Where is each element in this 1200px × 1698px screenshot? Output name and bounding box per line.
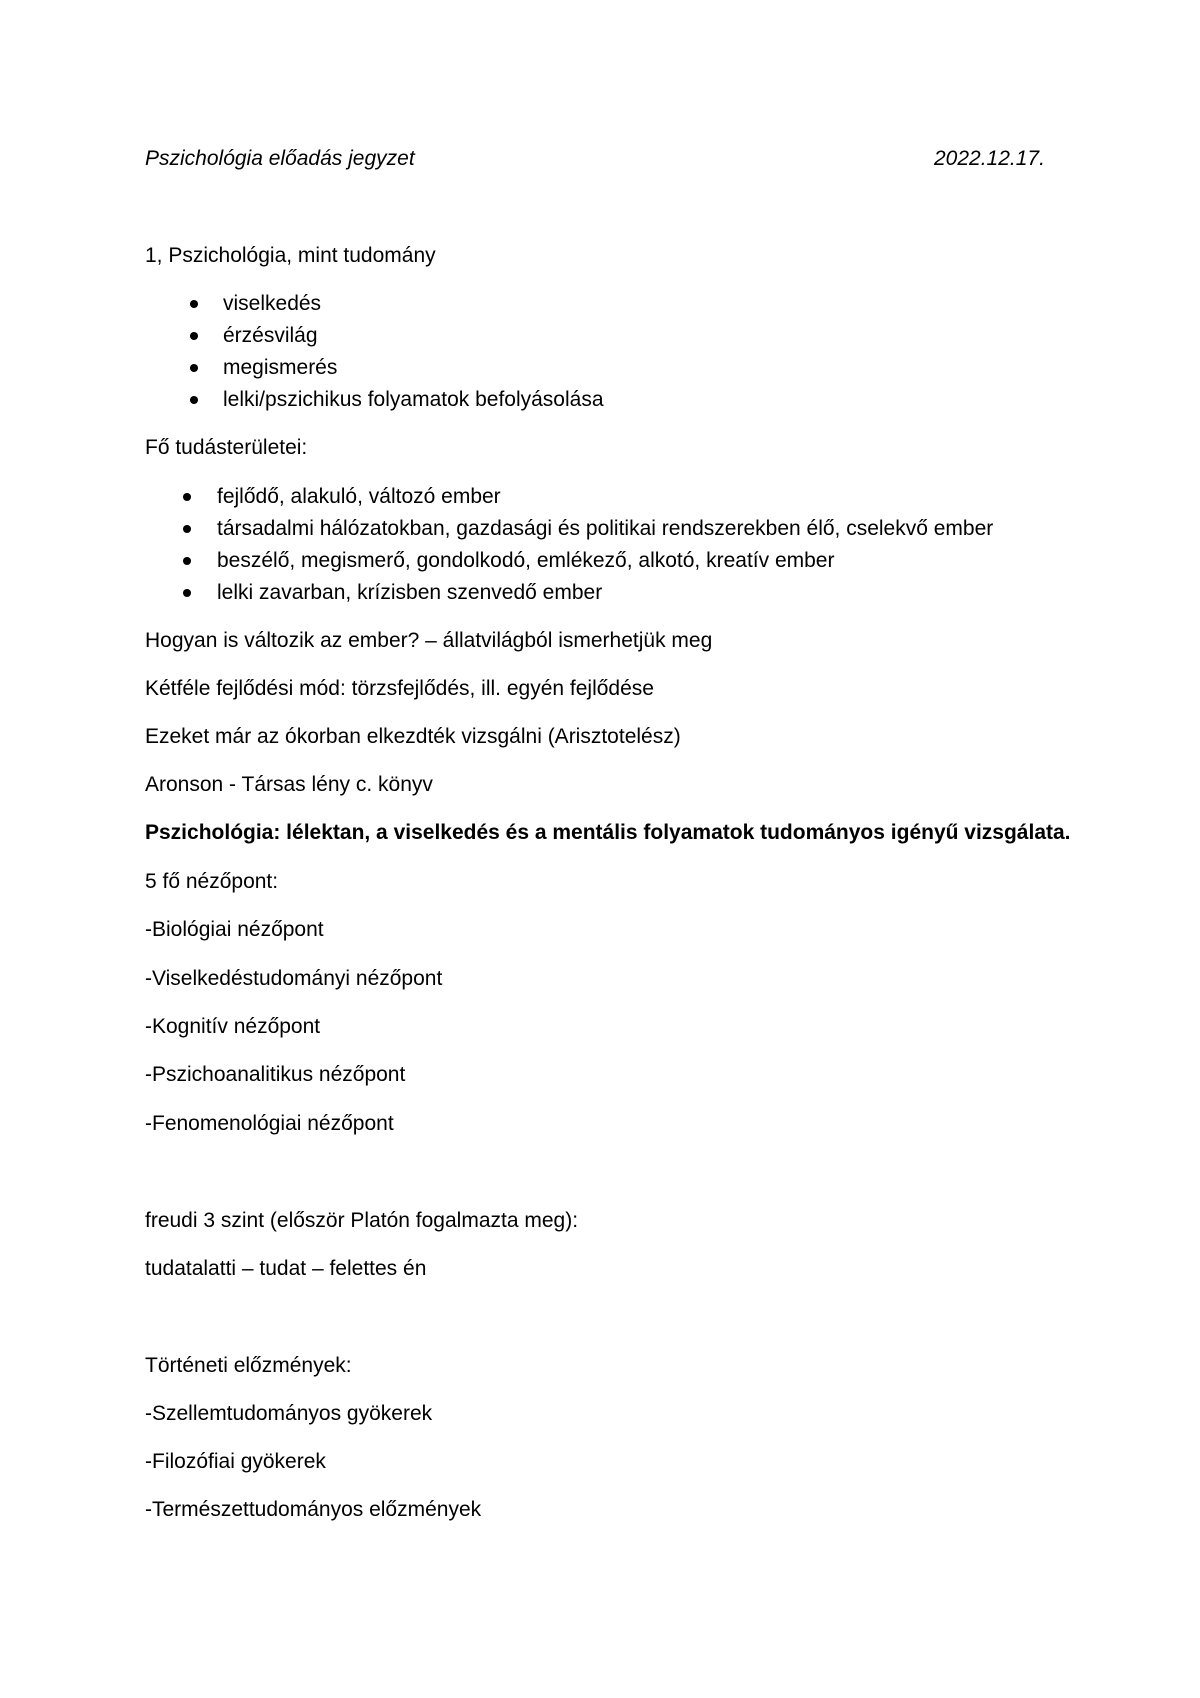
bullet-icon (190, 364, 198, 372)
bullet-icon (183, 525, 191, 533)
history-item: -Filozófiai gyökerek (145, 1450, 326, 1473)
viewpoint-item: -Kognitív nézőpont (145, 1015, 321, 1038)
history-heading: Történeti előzmények: (145, 1354, 352, 1377)
bullet-icon (190, 396, 198, 404)
paragraph-antiquity: Ezeket már az ókorban elkezdték vizsgálni (Arisztotelész) (145, 725, 681, 748)
freud-levels: tudatalatti – tudat – felettes én (145, 1257, 427, 1280)
bullet-icon (183, 557, 191, 565)
viewpoint-item: -Pszichoanalitikus nézőpont (145, 1063, 406, 1086)
paragraph-change: Hogyan is változik az ember? – állatvilágból ismerhetjük meg (145, 629, 713, 652)
document-title: Pszichológia előadás jegyzet (145, 147, 415, 170)
document-date: 2022.12.17. (934, 147, 1045, 170)
viewpoints-heading: 5 fő nézőpont: (145, 870, 279, 893)
viewpoint-item: -Viselkedéstudományi nézőpont (145, 967, 443, 990)
viewpoint-item: -Fenomenológiai nézőpont (145, 1112, 394, 1135)
paragraph-development: Kétféle fejlődési mód: törzsfejlődés, ill. egyén fejlődése (145, 677, 654, 700)
document-page: Pszichológia előadás jegyzet 2022.12.17. 1, Pszichológia, mint tudomány viselkedés érzésvilág megismerés lelki/pszichikus folyamatok befolyásolása Fő tudásterületei: fejlődő, alakuló, változó ember társadalmi hálózatokban, gazdasági és politikai rendszerekben élő, cselekvő ember beszélő, megismerő, gondolkodó, emlékező, alkotó, kreatív ember lelki zavarban, krízisben szenvedő ember Hogyan is változik az ember? – állatvilágból ismerhetjük meg Kétféle fejlődési mód: törzsfejlődés, ill. egyén fejlődése Ezeket már az ókorban elkezdték vizsgálni (Arisztotelész) Aronson - Társas lény c. könyv Pszichológia: lélektan, a viselkedés és a mentális folyamatok tudományos igényű vizsgálata. 5 fő nézőpont: -Biológiai nézőpont -Viselkedéstudományi nézőpont -Kognitív nézőpont -Pszichoanalitikus nézőpont -Fenomenológiai nézőpont freudi 3 szint (először Platón fogalmazta meg): tudatalatti – tudat – felettes én Történeti előzmények: -Szellemtudományos gyökerek -Filozófiai gyökerek -Természettudományos előzmények (0, 0, 1200, 1698)
history-item: -Természettudományos előzmények (145, 1498, 482, 1521)
paragraph-aronson: Aronson - Társas lény c. könyv (145, 773, 433, 796)
section1-heading: 1, Pszichológia, mint tudomány (145, 244, 436, 267)
history-item: -Szellemtudományos gyökerek (145, 1402, 433, 1425)
bullet-icon (183, 589, 191, 597)
bullet-icon (190, 300, 198, 308)
section2-heading: Fő tudásterületei: (145, 436, 308, 459)
bullet-icon (183, 493, 191, 501)
freud-heading: freudi 3 szint (először Platón fogalmazta meg): (145, 1209, 579, 1232)
bullet-icon (190, 332, 198, 340)
viewpoint-item: -Biológiai nézőpont (145, 918, 324, 941)
psychology-definition: Pszichológia: lélektan, a viselkedés és a mentális folyamatok tudományos igényű vizsgálata. (145, 821, 1071, 844)
